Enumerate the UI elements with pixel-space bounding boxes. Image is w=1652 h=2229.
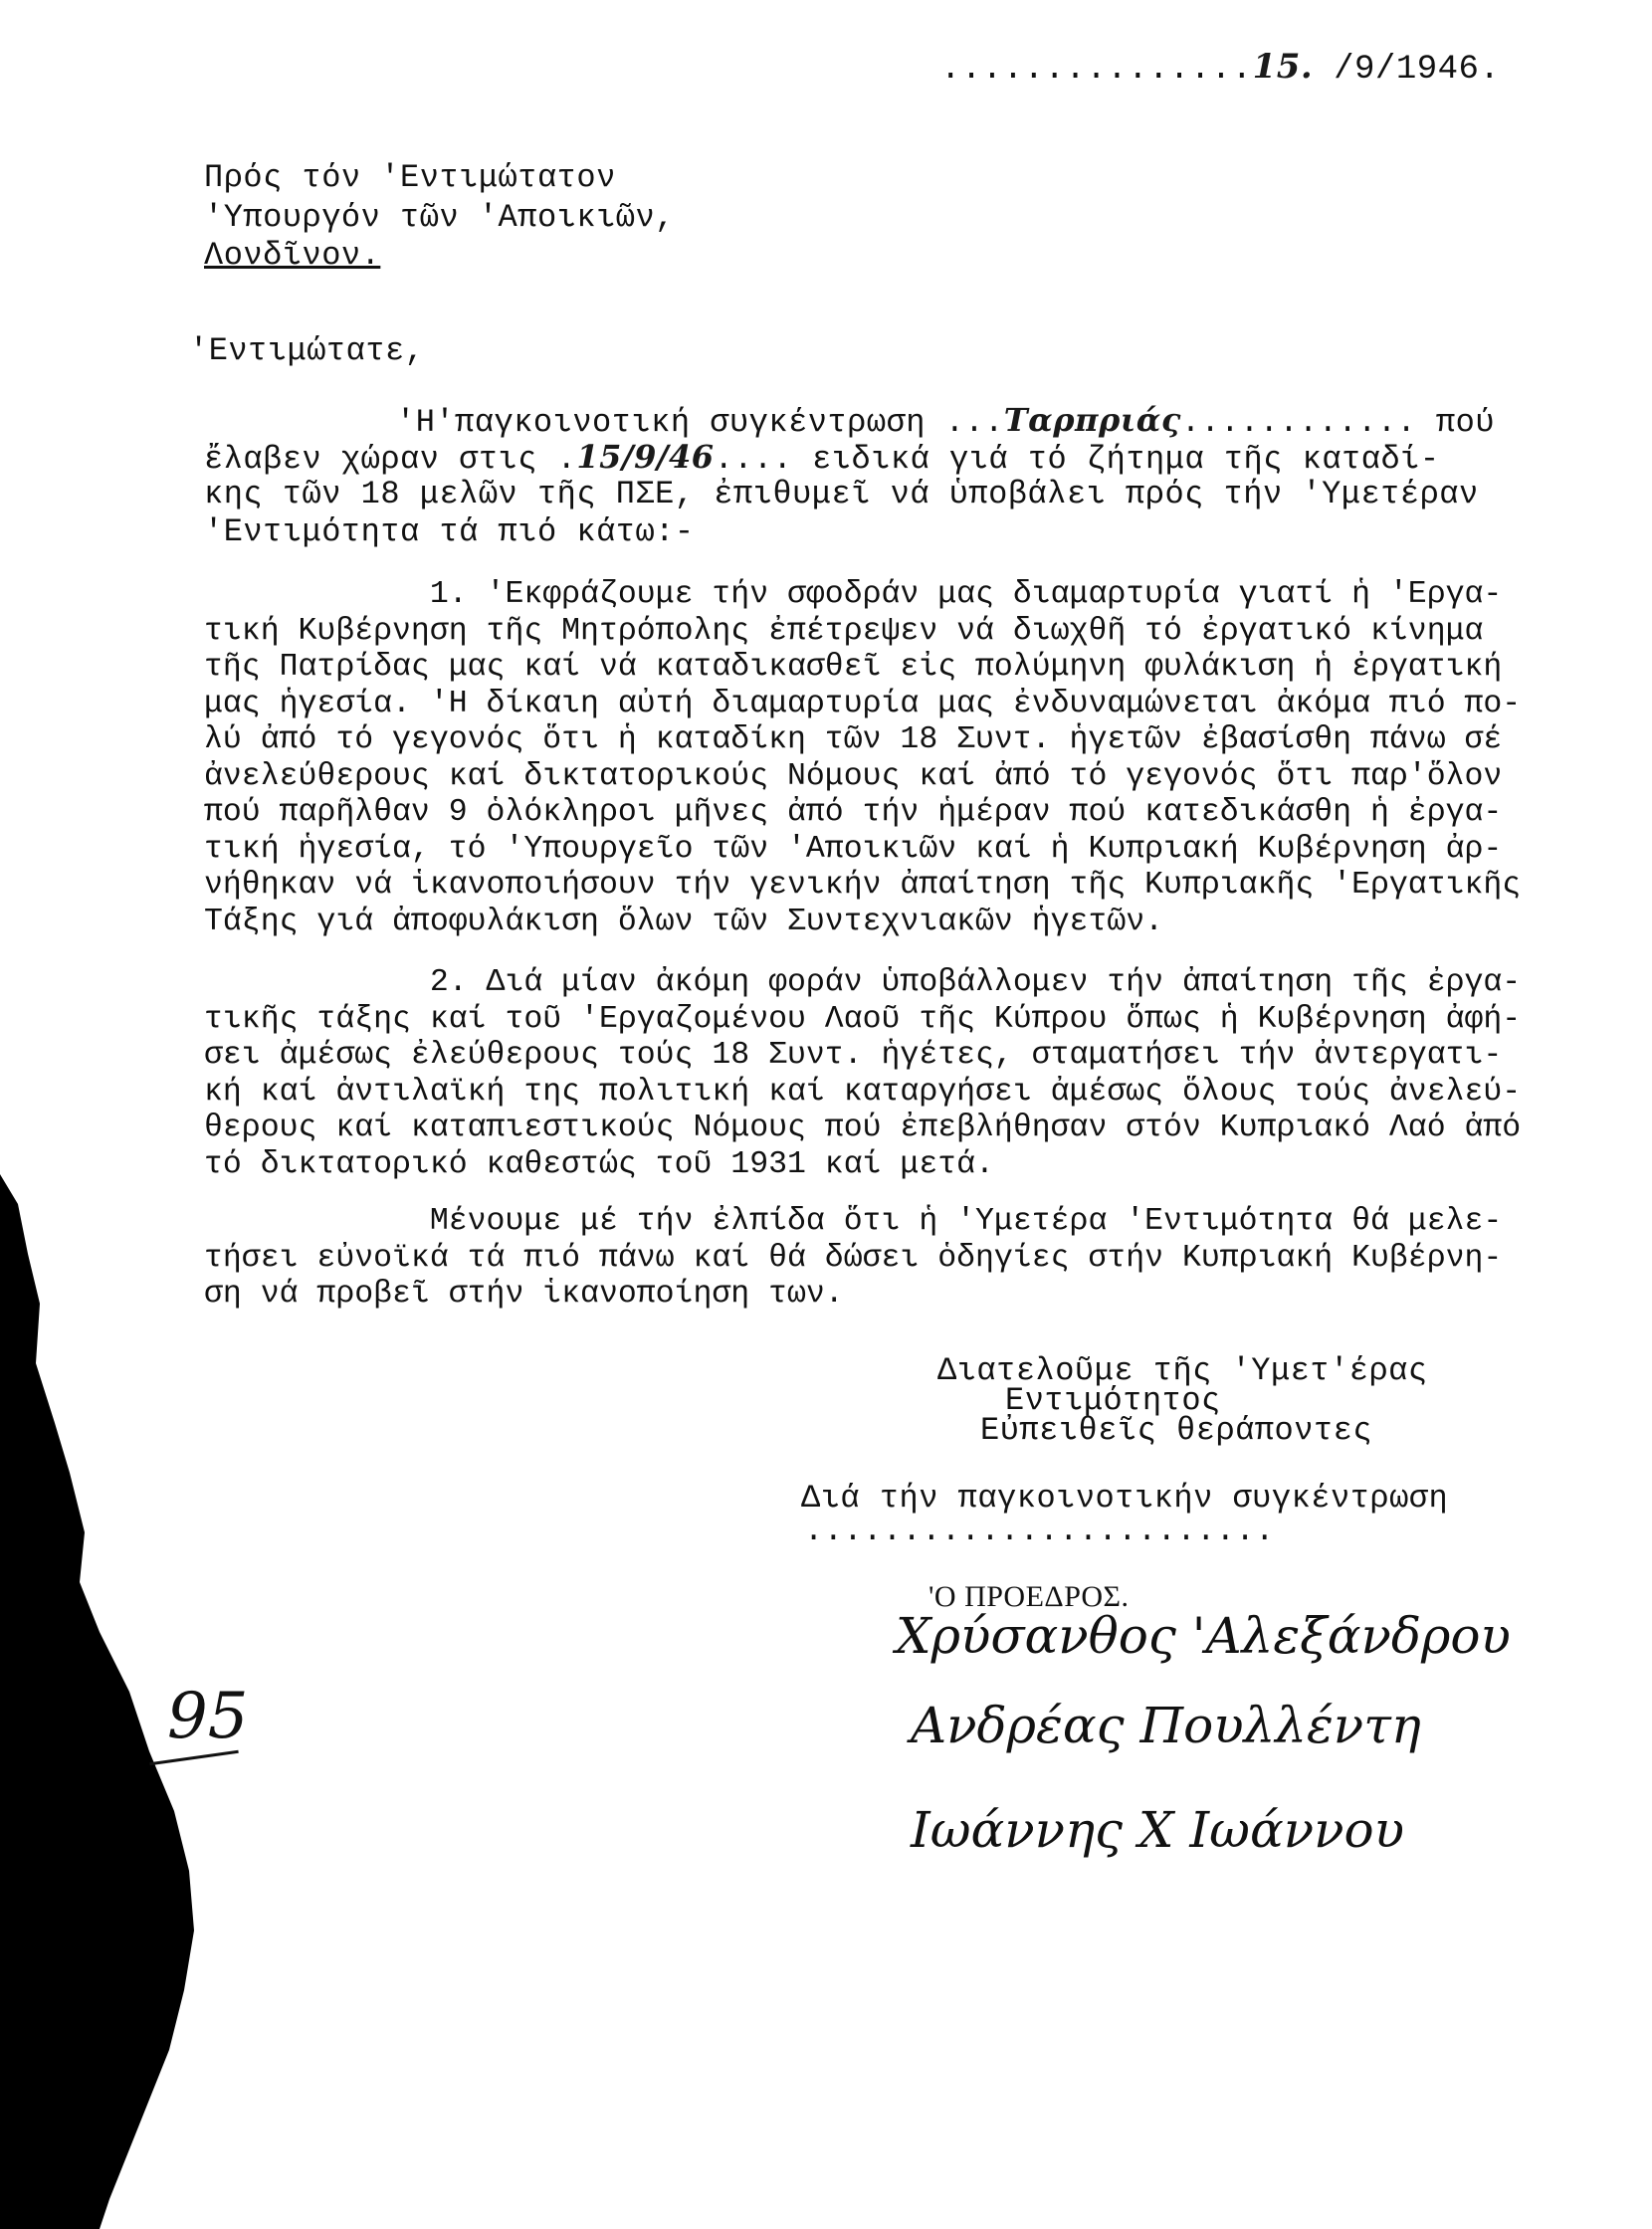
- signature-2: Ανδρέας Πουλλέντη: [911, 1697, 1421, 1754]
- intro-line-2: ἔλαβεν χώραν στις .15/9/46.... ειδικά γιά τό ζήτημα τῆς καταδί-: [204, 438, 1440, 478]
- signature-dots: ........................: [804, 1513, 1275, 1549]
- address-line-3: Λονδῖνον.: [204, 237, 381, 274]
- paragraph-point-2: 2. Διά μίαν ἀκόμη φοράν ὑποβάλλομεν τήν ἀπαίτηση τῆς ἐργα- τικῆς τάξης καί τοῦ 'Εργαζομένου Λαοῦ τῆς Κύπρου ὅπως ἡ Κυβέρνηση ἀφή- σει ἀμέσως ἐλεύθερους τούς 18 Συντ. ἡγέτες, σταματήσει τήν ἀντεργατι- κή καί ἀντιλαϊκή της πολιτική καί καταργήσει ἀμέσως ὅλους τούς ἀνελεύ- θερους καί καταπιεστικούς Νόμους πού ἐπεβλήθησαν στόν Κυπριακό Λαό ἀπό τό δικτατορικό καθεστώς τοῦ 1931 καί μετά.: [204, 965, 1522, 1182]
- address-line-1: Πρός τόν 'Εντιμώτατον: [204, 159, 616, 196]
- intro-line-1: 'Η'παγκοινοτική συγκέντρωση ...Ταρπριάς............ πού: [396, 401, 1496, 441]
- handwritten-location: Ταρπριάς: [1003, 401, 1181, 439]
- paragraph-point-1: 1. 'Εκφράζουμε τήν σφοδράν μας διαμαρτυρία γιατί ἡ 'Εργα- τική Κυβέρνηση τῆς Μητρόπολης ἐπέτρεψεν νά διωχθῆ τό ἐργατικό κίνημα τῆς Πατρίδας μας καί νά καταδικασθεῖ εἰς πολύμηνη φυλάκιση ἡ ἐργατική μας ἡγεσία. 'Η δίκαιη αὐτή διαμαρτυρία μας ἐνδυναμώνεται ἀκόμα πιό πο- λύ ἀπό τό γεγονός ὅτι ἡ καταδίκη τῶν 18 Συντ. ἡγετῶν ἐβασίσθη πάνω σέ ἀνελεύθερους καί δικτατορικούς Νόμους καί ἀπό τό γεγονός ὅτι παρ'ὅλον πού παρῆλθαν 9 ὁλόκληροι μῆνες ἀπό τήν ἡμέραν πού κατεδικάσθη ἡ ἐργα- τική ἡγεσία, τό 'Υπουργεῖο τῶν 'Αποικιῶν καί ἡ Κυπριακή Κυβέρνηση ἀρ- νήθηκαν νά ἱκανοποιήσουν τήν γενικήν ἀπαίτηση τῆς Κυπριακῆς 'Εργατικῆς Τάξης γιά ἀποφυλάκιση ὅλων τῶν Συντεχνιακῶν ἡγετῶν.: [204, 577, 1522, 939]
- paragraph-closing: Μένουμε μέ τήν ἐλπίδα ὅτι ἡ 'Υμετέρα 'Εντιμότητα θά μελε- τήσει εὐνοϊκά τά πιό πάνω καί θά δώσει ὁδηγίες στήν Κυπριακή Κυβέρνη- ση νά προβεῖ στήν ἱκανοποίηση των.: [204, 1204, 1503, 1312]
- handwritten-date: 15/9/46: [576, 438, 715, 476]
- signature-for-line: Διά τήν παγκοινοτικήν συγκέντρωση: [801, 1480, 1449, 1517]
- valediction-line-1: Διατελοῦμε τῆς 'Υμετ'έρας: [937, 1352, 1428, 1389]
- address-line-2: 'Υπουργόν τῶν 'Αποικιῶν,: [204, 199, 675, 236]
- valediction-line-2: Εντιμότητος: [1005, 1382, 1221, 1419]
- valediction-line-3: Εὐπειθεῖς θεράποντες: [980, 1412, 1373, 1449]
- signature-1: Χρύσανθος 'Αλεξάνδρου: [896, 1607, 1511, 1665]
- page-number: 95: [167, 1680, 249, 1753]
- intro-line-4: 'Εντιμότητα τά πιό κάτω:-: [204, 513, 695, 550]
- president-label: 'Ο ΠΡΟΕΔΡΟΣ.: [929, 1580, 1130, 1613]
- intro-line-3: κης τῶν 18 μελῶν τῆς ΠΣΕ, ἐπιθυμεῖ νά ὑποβάλει πρός τήν 'Υμετέραν: [204, 476, 1479, 512]
- letter-date: ...............15. /9/1946.: [940, 47, 1501, 89]
- handwritten-day: 15.: [1252, 47, 1314, 87]
- salutation: 'Εντιμώτατε,: [189, 332, 425, 369]
- signature-3: Ιωάννης Χ Ιωάννου: [911, 1801, 1404, 1859]
